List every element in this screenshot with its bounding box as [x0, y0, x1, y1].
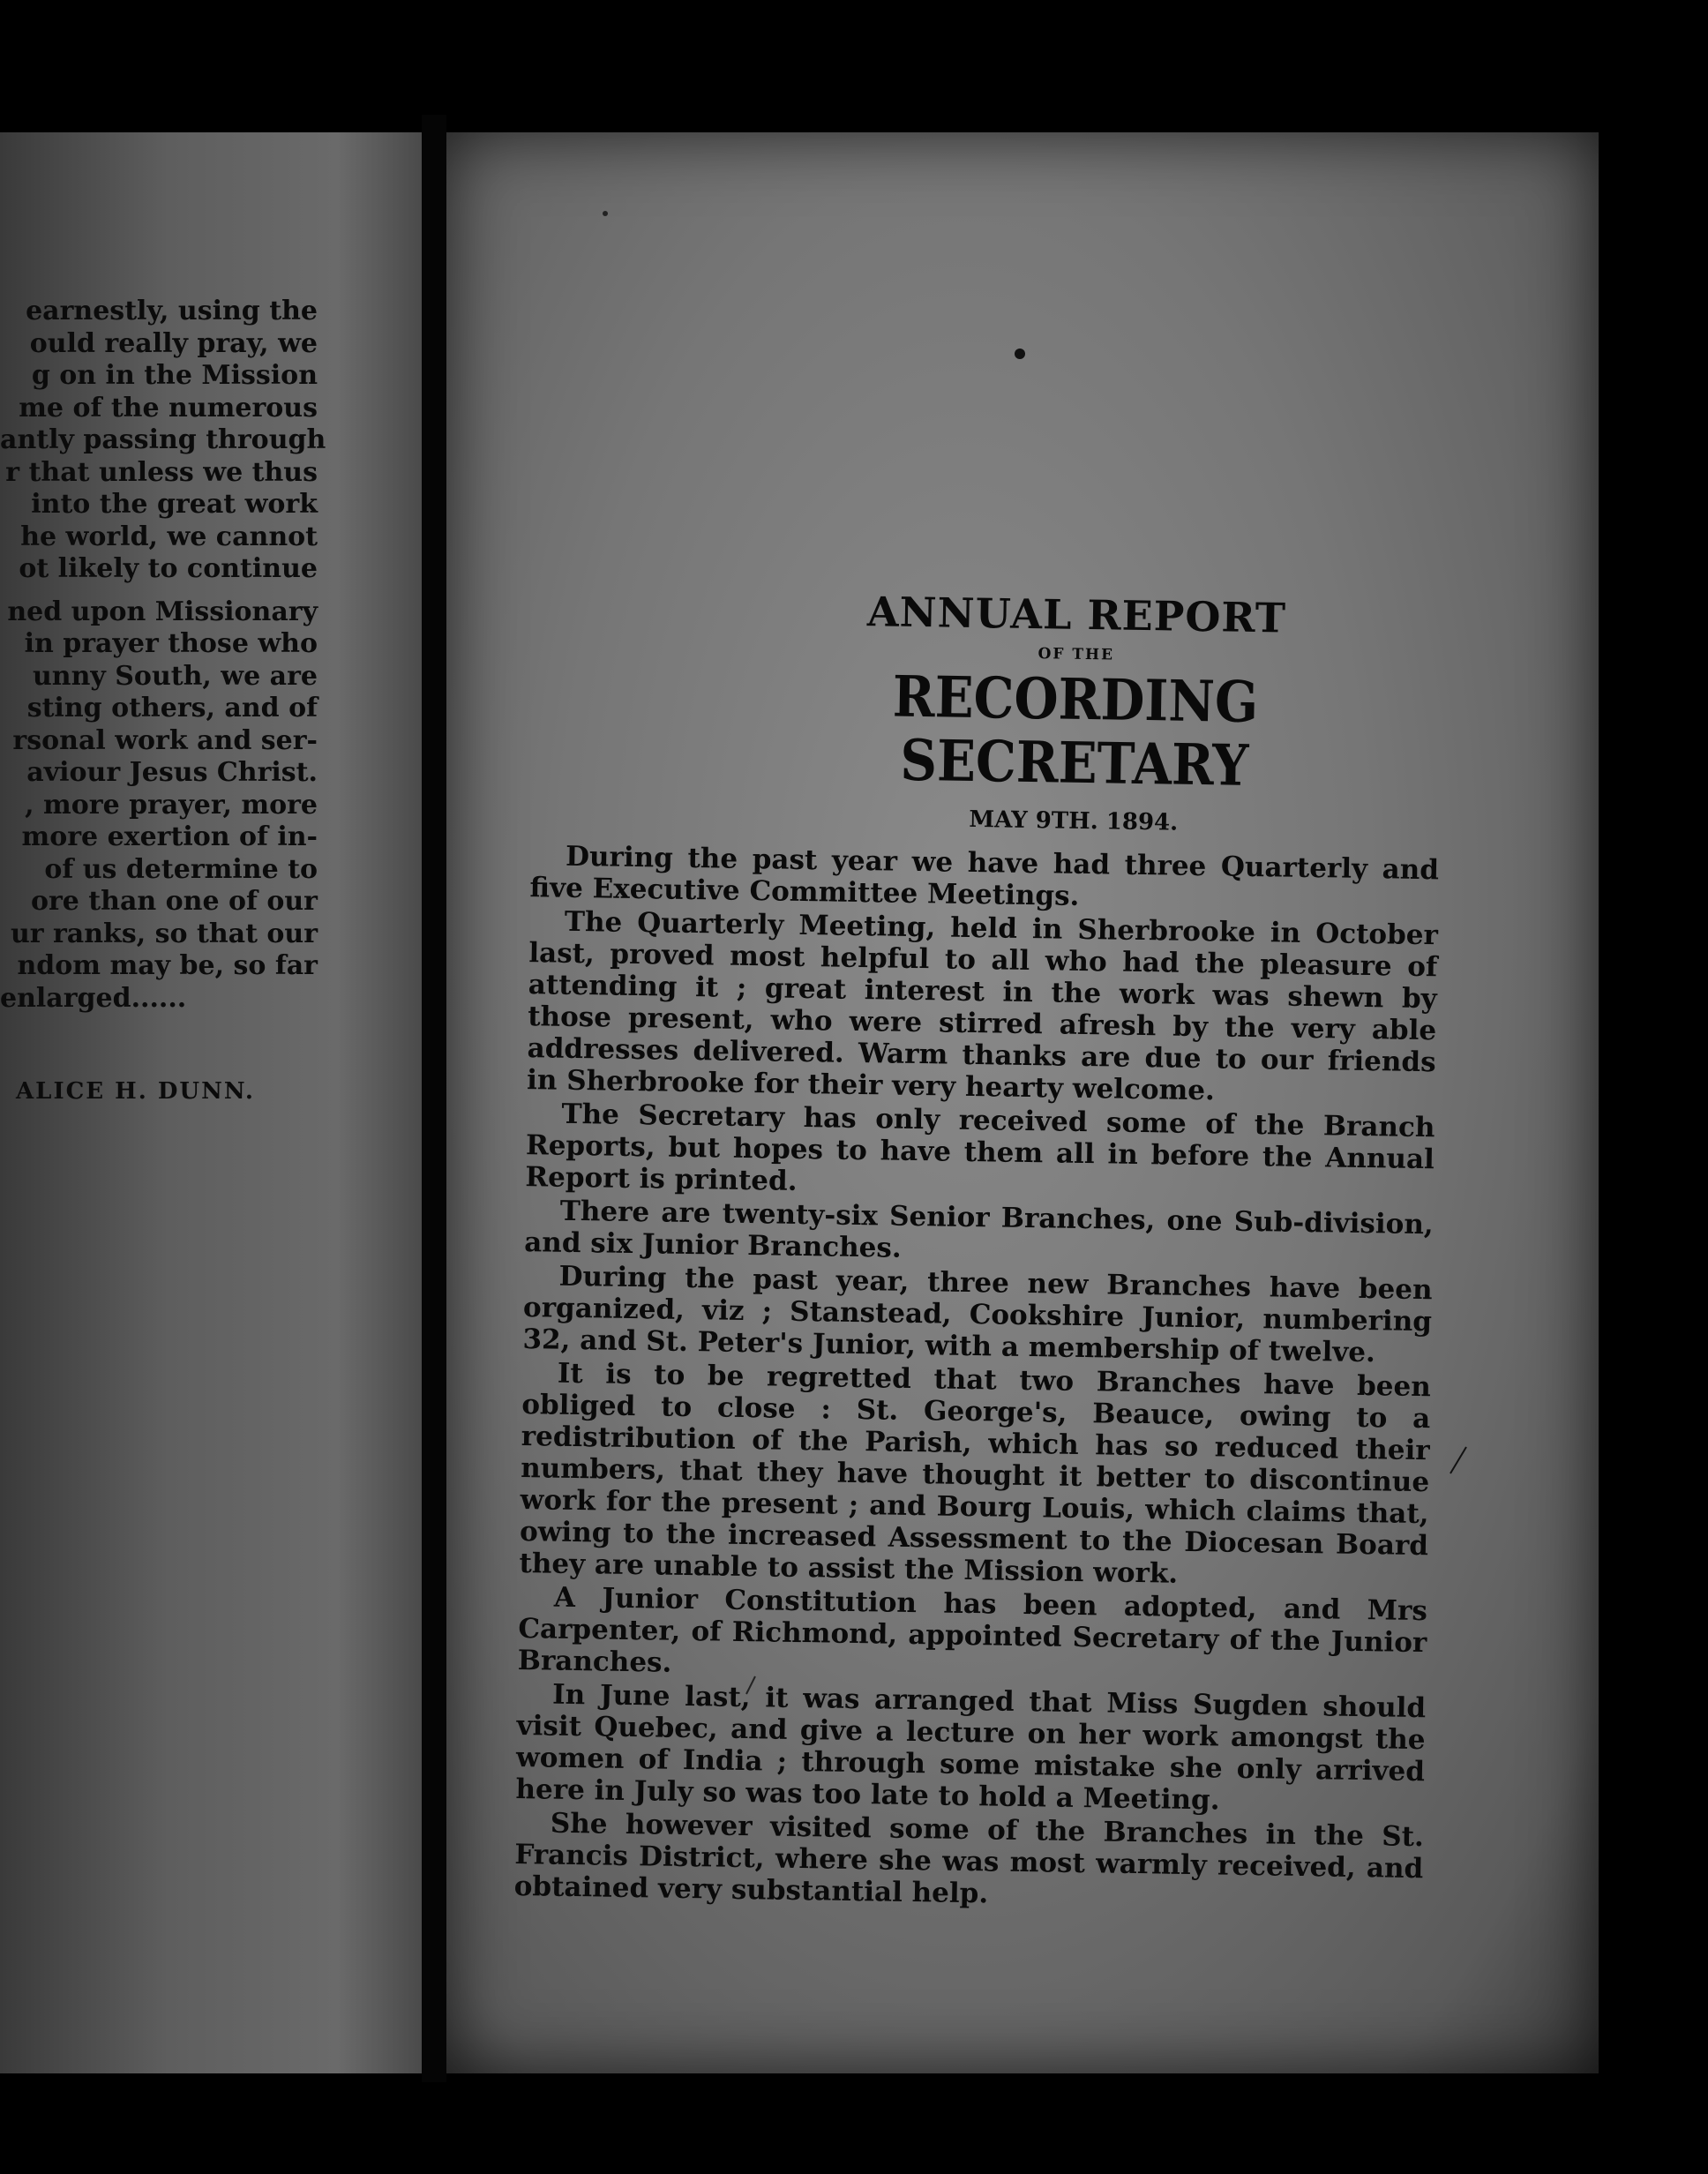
- report-title-connector: OF THE: [1038, 645, 1115, 664]
- left-line: , more prayer, more: [25, 789, 318, 821]
- left-line: of us determine to: [44, 853, 318, 885]
- left-line: r that unless we thus: [5, 456, 318, 488]
- paragraph: There are twenty-six Senior Branches, one Sub-division, and six Junior Branches.: [523, 1195, 1434, 1264]
- report-heading: RECORDING SECRETARY: [892, 663, 1259, 799]
- report-title: ANNUAL REPORT: [866, 588, 1287, 642]
- left-line: in prayer those who: [24, 628, 318, 659]
- left-line: me of the numerous: [19, 392, 318, 424]
- paragraph: It is to be regretted that two Branches have been obliged to close : St. George's, Beauce, owing to a redistribution of the Parish, which has so reduced their numbers, that they have thought it better to discontinue work for the present ; and Bourg Louis, which claims that, owing to the increased Assessment to the Diocesan Board they are unable to assist the Mission work.: [519, 1357, 1432, 1590]
- left-line: ur ranks, so that our: [10, 918, 318, 949]
- left-page-text: [0, 296, 326, 1015]
- paragraph: She however visited some of the Branches in the St. Francis District, where she was most warmly received, and obtained very substantial help.: [513, 1807, 1425, 1910]
- left-line: sting others, and of: [26, 693, 318, 723]
- left-line: earnestly, using the: [26, 296, 318, 326]
- left-line: he world, we cannot: [20, 521, 318, 552]
- left-line: g on in the Mission: [31, 360, 318, 391]
- report-body: [514, 840, 1440, 1916]
- left-line: aviour Jesus Christ.: [26, 757, 318, 788]
- left-line: ndom may be, so far: [17, 950, 318, 981]
- left-line: ould really pray, we: [29, 327, 318, 359]
- left-line: more exertion of in-: [21, 821, 318, 852]
- left-line: rsonal work and ser-: [12, 724, 318, 756]
- page-gutter: [422, 115, 446, 2082]
- left-line: ore than one of our: [30, 886, 318, 917]
- report-date: MAY 9TH. 1894.: [969, 806, 1179, 836]
- paragraph: The Secretary has only received some of the Branch Reports, but hopes to have them all in before the Annual Report is printed.: [525, 1098, 1435, 1197]
- main-page: [446, 132, 1599, 2073]
- left-line: into the great work: [31, 489, 318, 520]
- left-line: ned upon Missionary: [7, 596, 318, 627]
- left-line: enlarged......: [0, 982, 187, 1014]
- left-line: unny South, we are: [32, 660, 318, 692]
- left-line: ot likely to continue: [19, 553, 318, 584]
- signature: ALICE H. DUNN.: [16, 1078, 255, 1105]
- paragraph: During the past year we have had three Quarterly and five Executive Committee Meetings.: [529, 840, 1440, 912]
- paragraph: The Quarterly Meeting, held in Sherbrooke in October last, proved most helpful to all who had the pleasure of attending it ; great interest in the work was shewn by those present, who were stirred afresh by the very able addresses delivered. Warm thanks are due to our friends in Sherbrooke for their very hearty welcome.: [526, 905, 1439, 1107]
- left-line: antly passing through: [0, 424, 326, 455]
- left-facing-page: [0, 132, 422, 2073]
- annual-report: [505, 582, 1522, 1920]
- paragraph: During the past year, three new Branches have been organized, viz ; Stanstead, Cookshire Junior, numbering 32, and St. Peter's Junior, with a membership of twelve.: [522, 1260, 1433, 1369]
- paragraph: A Junior Constitution has been adopted, and Mrs Carpenter, of Richmond, appointed Secretary of the Junior Branches.: [517, 1581, 1428, 1679]
- paragraph: In June last, it was arranged that Miss Sugden should visit Quebec, and give a lecture on her work amongst the women of India ; through some mistake she only arrived here in July so was too late to hold a Meeting.: [515, 1678, 1427, 1817]
